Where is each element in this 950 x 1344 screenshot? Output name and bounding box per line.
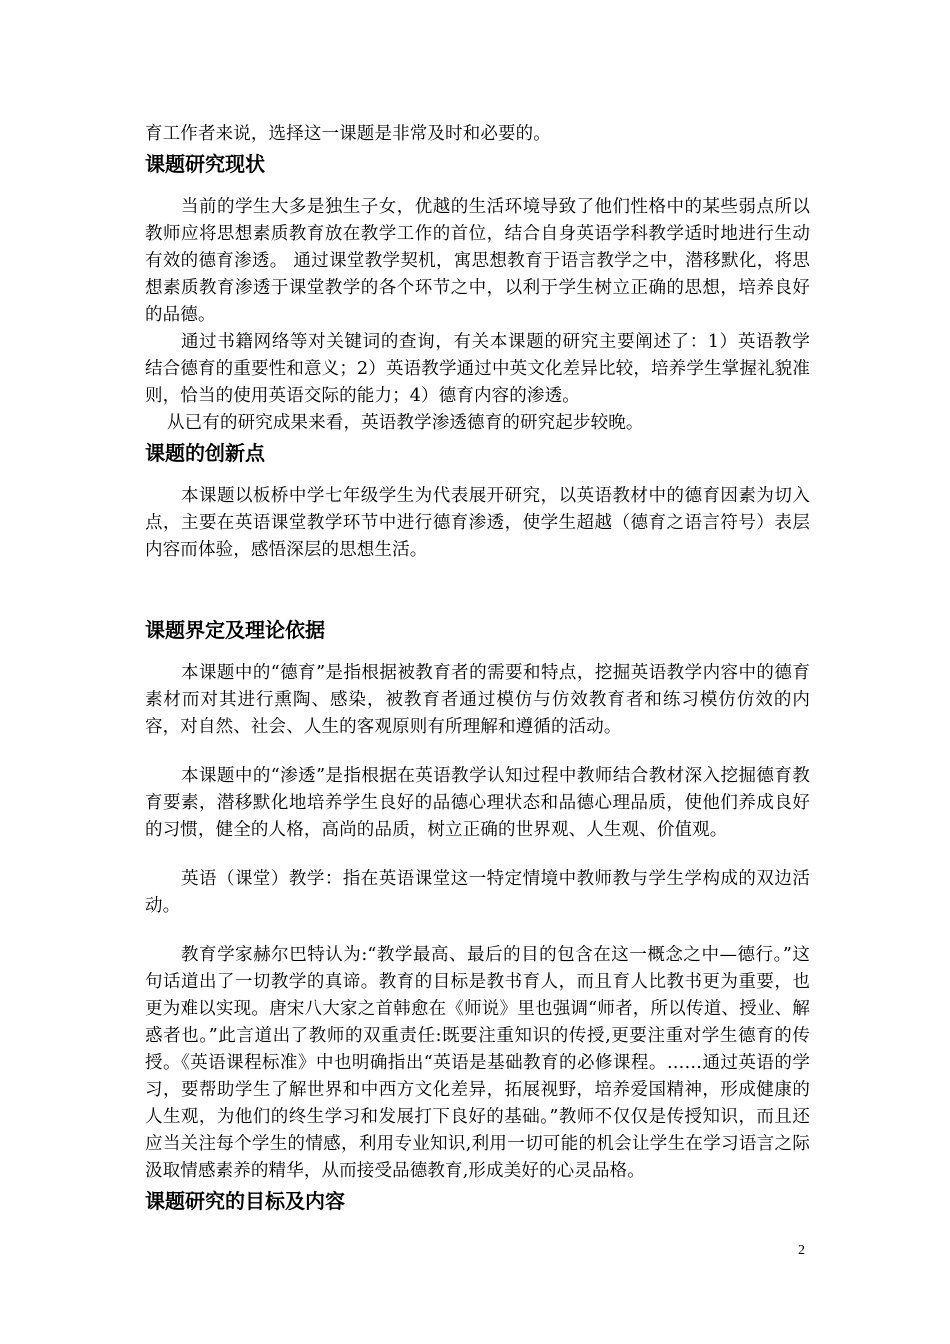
section-heading-goals: 课题研究的目标及内容 (145, 1189, 345, 1213)
section-heading-definition: 课题界定及理论依据 (145, 618, 325, 642)
definition-paragraph-4: 教育学家赫尔巴特认为:“教学最高、最后的目的包含在这一概念之中—德行。”这句话道出了一切教学的真谛。教育的目标是教书育人，而且育人比教书更为重要，也更为难以实现。唐宋八大家之首韩愈在《师说》里也强调“师者，所以传道、授业、解惑者也。”此言道出了教师的双重责任:既要注重知识的传授,更要注重对学生德育的传授。《英语课程标准》中也明确指出“英语是基础教育的必修课程。……通过英语的学习，要帮助学生了解世界和中西方文化差异，拓展视野，培养爱国精神，形成健康的人生观，为他们的终生学习和发展打下良好的基础。”教师不仅仅是传授知识，而且还应当关注每个学生的情感，利用专业知识,利用一切可能的机会让学生在学习语言之际汲取情感素养的精华，从而接受品德教育,形成美好的心灵品格。 (145, 945, 810, 1181)
page-content (145, 121, 810, 1217)
spacer (145, 564, 810, 614)
spacer (145, 469, 810, 483)
intro-line: 育工作者来说，选择这一课题是非常及时和必要的。 (145, 124, 551, 144)
innovation-paragraph-1: 本课题以板桥中学七年级学生为代表展开研究，以英语教材中的德育因素为切入点，主要在英语课堂教学环节中进行德育渗透，使学生超越（德育之语言符号）表层内容而体验，感悟深层的思想生活。 (145, 486, 810, 560)
section-heading-status: 课题研究现状 (145, 152, 265, 176)
definition-paragraph-2: 本课题中的“渗透”是指根据在英语教学认知过程中教师结合教材深入挖掘德育教育要素，潜移默化地培养学生良好的品德心理状态和品德心理品质，使他们养成良好的习惯，健全的人格，高尚的品质，树立正确的世界观、人生观、价值观。 (145, 766, 810, 840)
spacer (145, 741, 810, 763)
status-paragraph-2: 通过书籍网络等对关键词的查询，有关本课题的研究主要阐述了：1）英语教学结合德育的重要性和意义；2）英语教学通过中英文化差异比较，培养学生掌握礼貌准则，恰当的使用英语交际的能力；4）德育内容的渗透。 (145, 332, 810, 406)
spacer (145, 920, 810, 942)
definition-paragraph-3: 英语（课堂）教学：指在英语课堂这一特定情境中教师教与学生学构成的双边活动。 (145, 869, 810, 916)
spacer (145, 646, 810, 660)
page-number: 2 (798, 1243, 805, 1258)
section-heading-innovation: 课题的创新点 (145, 441, 265, 465)
status-paragraph-3: 从已有的研究成果来看，英语教学渗透德育的研究起步较晚。 (167, 413, 644, 433)
status-paragraph-1: 当前的学生大多是独生子女，优越的生活环境导致了他们性格中的某些弱点所以教师应将思想素质教育放在教学工作的首位，结合自身英语学科教学适时地进行生动有效的德育渗透。 通过课堂教学契机，寓思想教育于语言教学之中，潜移默化，将思想素质教育渗透于课堂教学的各个环节之中，以利于学生树立正确的思想，培养良好的品德。 (145, 197, 810, 325)
definition-paragraph-1: 本课题中的“德育”是指根据被教育者的需要和特点，挖掘英语教学内容中的德育素材而对其进行熏陶、感染，被教育者通过模仿与仿效教育者和练习模仿仿效的内容，对自然、社会、人生的客观原则有所理解和遵循的活动。 (145, 663, 810, 737)
spacer (145, 844, 810, 866)
spacer (145, 180, 810, 194)
